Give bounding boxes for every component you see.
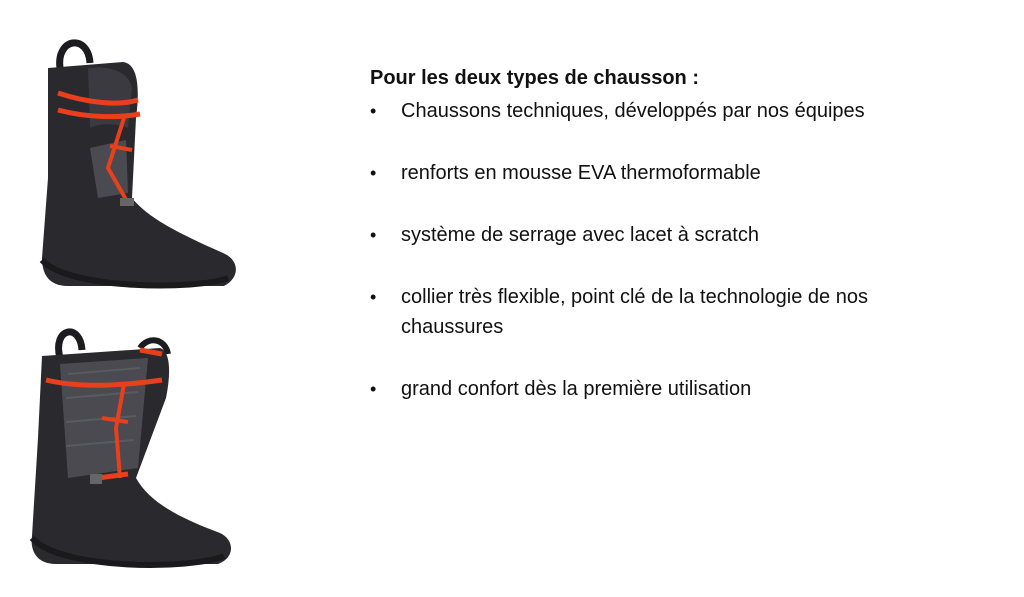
list-item [370, 282, 970, 342]
feature-text: grand confort dès la première utilisation [401, 378, 752, 400]
feature-text-block [370, 64, 970, 436]
heading: Pour les deux types de chausson : [370, 67, 699, 89]
feature-text: système de serrage avec lacet à scratch [401, 224, 759, 246]
bullet-icon: • [370, 101, 377, 121]
boot-liner-image-bottom [20, 318, 240, 580]
list-item [370, 220, 970, 250]
bullet-icon: • [370, 379, 377, 399]
feature-text: Chaussons techniques, développés par nos équipes [401, 100, 865, 122]
list-item [370, 96, 970, 126]
feature-text: renforts en mousse EVA thermoformable [401, 162, 761, 184]
bullet-icon: • [370, 225, 377, 245]
list-item [370, 374, 970, 404]
pull-loop [60, 43, 90, 68]
list-item [370, 158, 970, 188]
boot-liner-image-top [28, 28, 248, 298]
bullet-icon: • [370, 287, 377, 307]
feature-text: collier très flexible, point clé de la technologie de nos chaussures [401, 286, 868, 338]
bullet-icon: • [370, 163, 377, 183]
feature-list [370, 96, 970, 404]
